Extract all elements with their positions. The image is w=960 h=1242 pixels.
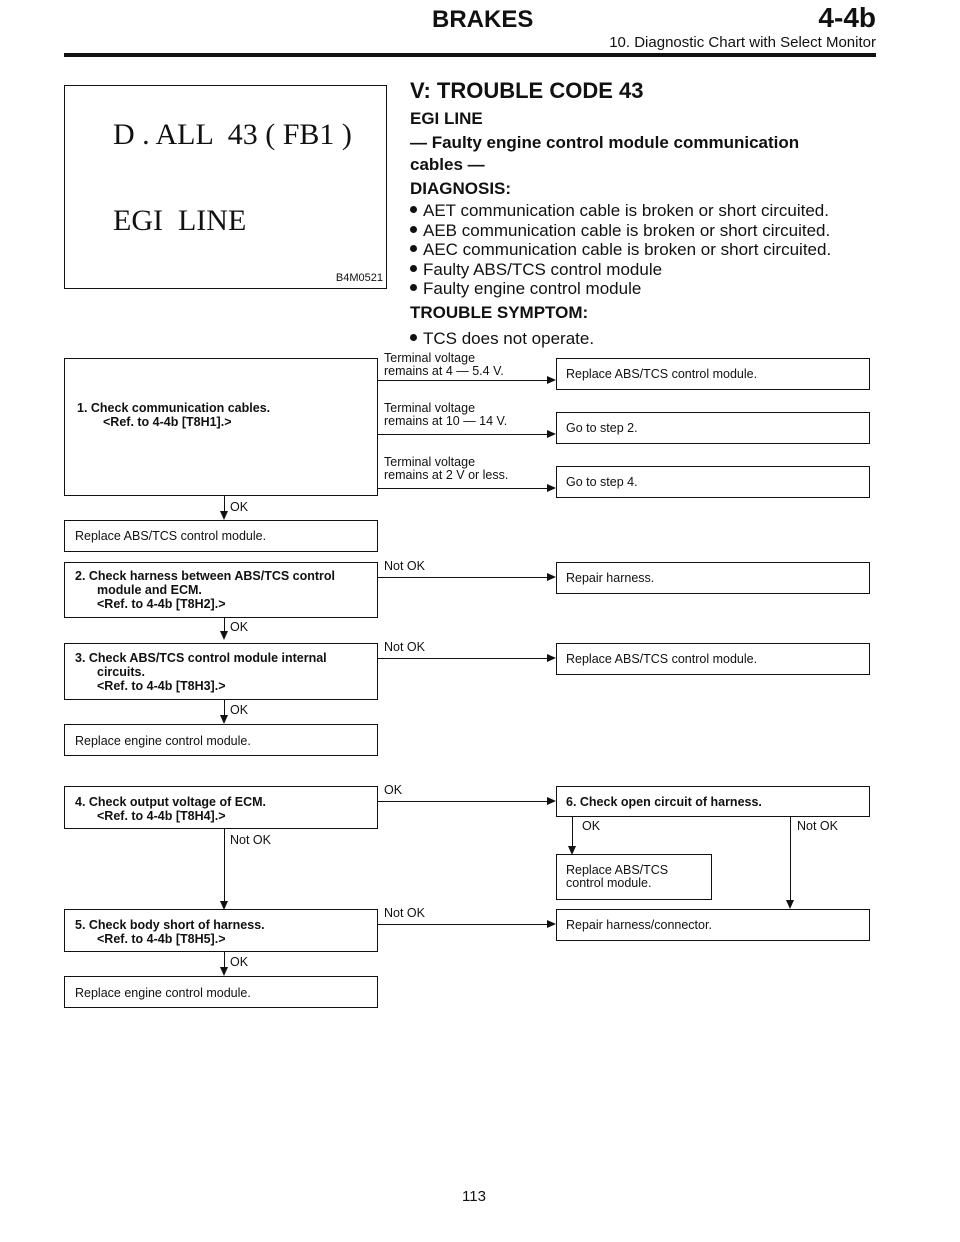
arrow-right-icon	[547, 573, 556, 581]
connector-line	[378, 577, 548, 578]
step-1-box: 1. Check communication cables. <Ref. to 4-4b [T8H1].>	[64, 358, 378, 496]
step-3-box: 3. Check ABS/TCS control module internal circuits. <Ref. to 4-4b [T8H3].>	[64, 643, 378, 700]
diagnosis-heading: DIAGNOSIS:	[410, 179, 512, 198]
page-number: 113	[462, 1188, 486, 1205]
arrow-right-icon	[547, 920, 556, 928]
step-2-box: 2. Check harness between ABS/TCS control module and ECM. <Ref. to 4-4b [T8H2].>	[64, 562, 378, 618]
figure-reference: B4M0521	[335, 272, 383, 284]
step1-result-3-box: Go to step 4.	[556, 466, 870, 498]
section-code: 4-4b	[818, 2, 876, 33]
step1-result-1-box: Replace ABS/TCS control module.	[556, 358, 870, 390]
bullet-icon	[410, 226, 417, 233]
trouble-code-title: V: TROUBLE CODE 43	[410, 78, 644, 103]
diagnosis-item: AEB communication cable is broken or short circuited.	[410, 221, 830, 241]
step-4-box: 4. Check output voltage of ECM. <Ref. to 4-4b [T8H4].>	[64, 786, 378, 829]
bullet-icon	[410, 284, 417, 291]
connector-line	[378, 434, 548, 435]
step-6-box: 6. Check open circuit of harness.	[556, 786, 870, 817]
step1-ok-result-box: Replace ABS/TCS control module.	[64, 520, 378, 552]
arrow-right-icon	[547, 654, 556, 662]
display-line-2: EGI LINE	[113, 204, 247, 237]
connector-line	[572, 817, 573, 847]
bullet-icon	[410, 265, 417, 272]
connector-line	[378, 380, 548, 381]
diagnosis-item: AET communication cable is broken or short circuited.	[410, 201, 829, 221]
select-monitor-display	[64, 85, 387, 289]
arrow-down-icon	[220, 631, 228, 640]
arrow-down-icon	[220, 715, 228, 724]
arrow-down-icon	[220, 511, 228, 520]
egi-line-subtitle: EGI LINE	[410, 109, 483, 128]
connector-line	[378, 658, 548, 659]
step1-condition-2: Terminal voltage remains at 10 — 14 V.	[384, 401, 508, 428]
arrow-down-icon	[220, 967, 228, 976]
connector-line	[378, 801, 548, 802]
step3-ok-result-box: Replace engine control module.	[64, 724, 378, 756]
step1-ok-label: OK	[230, 500, 249, 514]
step-5-box: 5. Check body short of harness. <Ref. to 4-4b [T8H5].>	[64, 909, 378, 952]
step3-ok-label: OK	[230, 703, 249, 717]
arrow-right-icon	[547, 376, 556, 384]
bullet-icon	[410, 334, 417, 341]
step1-condition-3: Terminal voltage remains at 2 V or less.	[384, 455, 509, 482]
step2-ok-label: OK	[230, 620, 249, 634]
step2-notok-label: Not OK	[384, 559, 425, 573]
step5-ok-result-box: Replace engine control module.	[64, 976, 378, 1008]
arrow-down-icon	[786, 900, 794, 909]
cause-line-2: cables —	[410, 155, 485, 174]
step5-notok-label: Not OK	[384, 906, 425, 920]
step1-result-2-box: Go to step 2.	[556, 412, 870, 444]
connector-line	[224, 952, 225, 968]
header-rule	[64, 53, 876, 57]
cause-line-1: — Faulty engine control module communication	[410, 133, 800, 152]
step1-condition-1: Terminal voltage remains at 4 — 5.4 V.	[384, 351, 504, 378]
header-subtitle: 10. Diagnostic Chart with Select Monitor	[609, 34, 876, 51]
arrow-right-icon	[547, 797, 556, 805]
display-line-1: D . ALL 43 ( FB1 )	[113, 118, 352, 151]
trouble-symptom-heading: TROUBLE SYMPTOM:	[410, 303, 589, 322]
connector-line	[378, 924, 548, 925]
connector-line	[224, 700, 225, 716]
arrow-right-icon	[547, 430, 556, 438]
step3-notok-label: Not OK	[384, 640, 425, 654]
connector-line	[224, 829, 225, 902]
step4-ok-label: OK	[384, 783, 403, 797]
bullet-icon	[410, 206, 417, 213]
symptom-item: TCS does not operate.	[410, 329, 594, 349]
connector-line	[224, 496, 225, 512]
step5-ok-label: OK	[230, 955, 249, 969]
step4-notok-label: Not OK	[230, 833, 271, 847]
diagnosis-item: Faulty engine control module	[410, 279, 641, 299]
connector-line	[224, 618, 225, 632]
connector-line	[790, 817, 791, 901]
step6-notok-label: Not OK	[797, 819, 838, 833]
step2-result-box: Repair harness.	[556, 562, 870, 594]
step6-ok-result-box: Replace ABS/TCS control module.	[556, 854, 712, 900]
step6-ok-label: OK	[582, 819, 601, 833]
bullet-icon	[410, 245, 417, 252]
step3-result-box: Replace ABS/TCS control module.	[556, 643, 870, 675]
step5-result-box: Repair harness/connector.	[556, 909, 870, 941]
diagnosis-item: AEC communication cable is broken or short circuited.	[410, 240, 831, 260]
section-title-brakes: BRAKES	[432, 6, 534, 33]
diagnosis-item: Faulty ABS/TCS control module	[410, 260, 662, 280]
connector-line	[378, 488, 548, 489]
arrow-right-icon	[547, 484, 556, 492]
